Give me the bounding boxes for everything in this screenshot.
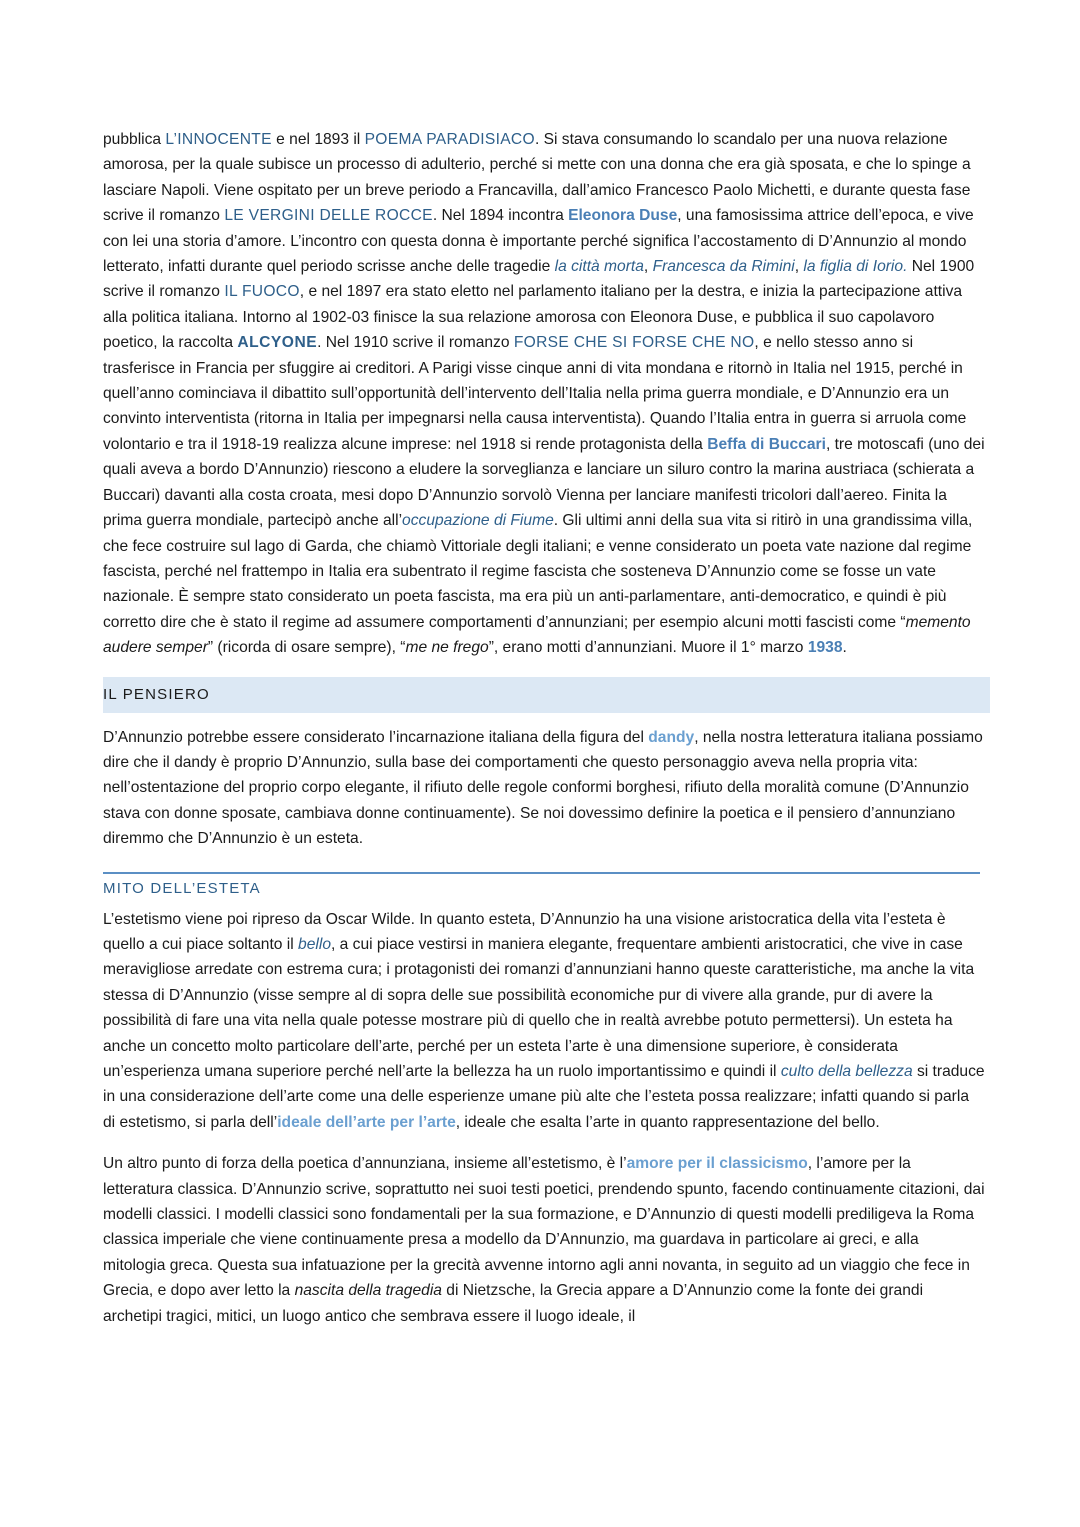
highlight-term: Beffa di Buccari (707, 435, 826, 453)
work-title: FORSE CHE SI FORSE CHE NO (513, 334, 755, 352)
section-heading-band (103, 677, 990, 713)
work-title: IL FUOCO (224, 283, 300, 301)
esteta-paragraph: L’estetismo viene poi ripreso da Oscar Wilde. In quanto esteta, D’Annunzio ha una visione aristocratica della vita l’esteta è quello a cui piace soltanto il bello, a cui piace vestirsi in maniera elegante, frequentare ambienti aristocratici, che vive in case meravigliose arredate con estrema cura; i protagonisti dei romanzi d’annunziani hanno queste caratteristiche, ma anche la vita stessa di D’Annunzio (visse sempre al di sopra delle sue possibilità economiche pur di vivere alla grande, pur di avere la possibilità di fare una vita nella quale potesse mostrare più di quello che in realtà avrebbe potuto permettersi). Un esteta ha anche un concetto molto particolare dell’arte, perché per un esteta l’arte è una dimensione superiore, è considerata un’esperienza umana superiore perché nell’arte la bellezza ha un ruolo importantissimo e quindi il culto della bellezza si traduce in una considerazione dell’arte come una delle esperienze umane più alte che l’esteta possa realizzare; infatti quando si parla di estetismo, si parla dell’ideale dell’arte per l’arte, ideale che esalta l’arte in quanto rappresentazione del bello. (103, 910, 985, 1131)
motto: memento audere semper (103, 613, 971, 657)
work-title: nascita della tragedia (294, 1282, 442, 1300)
work-title: L’INNOCENTE (165, 131, 272, 148)
work-title: LE VERGINI DELLE ROCCE (224, 207, 433, 225)
highlight-term: bello (298, 935, 331, 953)
work-title: POEMA PARADISIACO (364, 131, 535, 148)
highlight-term: amore per il classicismo (626, 1155, 808, 1173)
highlight-term: occupazione di Fiume (402, 512, 554, 530)
work-title: ALCYONE (237, 334, 318, 352)
pensiero-paragraph: D’Annunzio potrebbe essere considerato l’incarnazione italiana della figura del dandy, nella nostra letteratura italiana possiamo dire che il dandy è proprio D’Annunzio, sulla base dei comportamenti che questo personaggio aveva nella propria vita: nell’ostentazione del proprio corpo elegante, il rifiuto delle regole conformi borghesi, rifiuto della moralità comune (D’Annunzio stava con donne sposate, cambiava donne continuamente). Se noi dovessimo definire la poetica e il pensiero d’annunziano diremmo che D’Annunzio è un esteta. (103, 728, 983, 848)
document-body (103, 127, 985, 1329)
section-heading: IL PENSIERO (103, 686, 210, 704)
subsection-heading: MITO DELL’ESTETA (103, 872, 980, 897)
highlight-term: Eleonora Duse (568, 207, 678, 225)
highlight-term: 1938 (807, 639, 843, 657)
work-title: la figlia di Iorio. (803, 258, 908, 276)
biography-paragraph: pubblica L’INNOCENTE e nel 1893 il POEMA PARADISIACO. Si stava consumando lo scandalo per una nuova relazione amorosa, per la quale subisce un processo di adulterio, perché si mette con una donna che era già sposata, e che lo spinge a lasciare Napoli. Viene ospitato per un breve periodo a Francavilla, dall’amico Francesco Paolo Michetti, e durante questa fase scrive il romanzo LE VERGINI DELLE ROCCE. Nel 1894 incontra Eleonora Duse, una famosissima attrice dell’epoca, e vive con lei una storia d’amore. L’incontro con questa donna è importante perché significa l’accostamento di D’Annunzio al mondo letterato, infatti durante quel periodo scrisse anche delle tragedie la città morta, Francesca da Rimini, la figlia di Iorio. Nel 1900 scrive il romanzo IL FUOCO, e nel 1897 era stato eletto nel parlamento italiano per la destra, e inizia la partecipazione attiva alla politica italiana. Intorno al 1902-03 finisce la sua relazione amorosa con Eleonora Duse, e pubblica il suo capolavoro poetico, la raccolta ALCYONE. Nel 1910 scrive il romanzo FORSE CHE SI FORSE CHE NO, e nello stesso anno si trasferisce in Francia per sfuggire ai creditori. A Parigi visse cinque anni di vita mondana e ritornò in Italia nel 1915, perché in quell’anno cominciava il dibattito sull’opportunità dell’intervento dell’Italia nella prima guerra mondiale, e D’Annunzio era un convinto interventista (ritorna in Italia per impegnarsi nella causa interventista). Quando l’Italia entra in guerra si arruola come volontario e tra il 1918-19 realizza alcune imprese: nel 1918 si rende protagonista della Beffa di Buccari, tre motoscafi (uno dei quali aveva a bordo D’Annunzio) riescono a eludere la sorveglianza e lanciare un siluro contro la marina austriaca (schierata a Buccari) davanti alla costa croata, mesi dopo D’Annunzio sorvolò Vienna per lanciare manifesti tricolori dall’aereo. Finita la prima guerra mondiale, partecipò anche all’occupazione di Fiume. Gli ultimi anni della sua vita si ritirò in una grandissima villa, che fece costruire sul lago di Garda, che chiamò Vittoriale degli italiani; e venne considerato un poeta vate nazione dal regime fascista, perché nel frattempo in Italia era subentrato il regime fascista che sosteneva D’Annunzio come se fosse un vate nazionale. È sempre stato considerato un poeta fascista, ma era più un anti-parlamentare, anti-democratico, e quindi è più corretto dire che è stato il regime ad assumere comportamenti d’annunziani; per esempio alcuni motti fascisti come “memento audere semper” (ricorda di osare sempre), “me ne frego”, erano motti d’annunziani. Muore il 1° marzo 1938. (103, 131, 985, 657)
classicismo-paragraph: Un altro punto di forza della poetica d’annunziana, insieme all’estetismo, è l’amore per il classicismo, l’amore per la letteratura classica. D’Annunzio scrive, soprattutto nei suoi testi poetici, prendendo spunto, facendo continuamente citazioni, dai modelli classici. I modelli classici sono fondamentali per la sua formazione, e D’Annunzio di questi modelli prediligeva la Roma classica imperiale che viene continuamente presa a modello da D’Annunzio, ma guardava in particolare ai greci, e alla mitologia greca. Questa sua infatuazione per la grecità avvenne intorno agli anni novanta, in seguito ad un viaggio che fece in Grecia, e dopo aver letto la nascita della tragedia di Nietzsche, la Grecia appare a D’Annunzio come la fonte dei grandi archetipi tragici, mitici, un luogo antico che sembrava essere il luogo ideale, il (103, 1155, 985, 1325)
work-title: la città morta (554, 258, 644, 276)
work-title: Francesca da Rimini (652, 258, 795, 276)
highlight-term: culto della bellezza (780, 1063, 913, 1080)
motto: me ne frego (405, 639, 489, 657)
highlight-term: ideale dell’arte per l’arte (277, 1113, 456, 1131)
highlight-term: dandy (648, 728, 695, 746)
